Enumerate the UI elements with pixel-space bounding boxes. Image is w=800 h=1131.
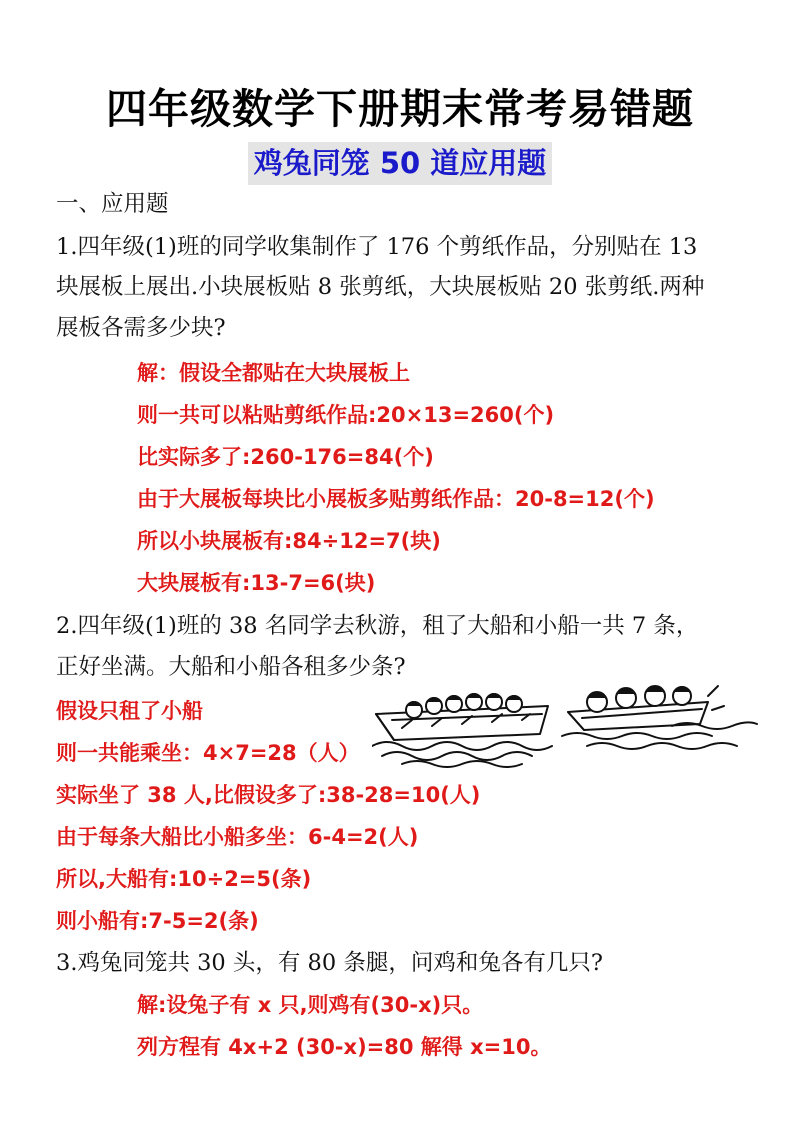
problem-1-answer-line-3: 比实际多了:260-176=84(个) <box>137 445 434 469</box>
problem-1-answer-line-2: 则一共可以粘贴剪纸作品:20×13=260(个) <box>137 403 555 427</box>
problem-3-question-line-1: 3.鸡兔同笼共 30 头，有 80 条腿，问鸡和兔各有几只? <box>56 950 603 976</box>
problem-1-question-line-2: 块展板上展出.小块展板贴 8 张剪纸，大块展板贴 20 张剪纸.两种 <box>56 274 705 300</box>
problem-2-answer-line-4: 由于每条大船比小船多坐：6-4=2(人) <box>56 825 419 849</box>
subtitle-wrap <box>0 142 800 185</box>
problem-2-answer-line-3: 实际坐了 38 人,比假设多了:38-28=10(人) <box>56 783 481 807</box>
page-subtitle: 鸡兔同笼 50 道应用题 <box>248 142 553 185</box>
problem-2-answer-line-5: 所以,大船有:10÷2=5(条) <box>56 867 312 891</box>
problem-1-answer-line-6: 大块展板有:13-7=6(块) <box>137 571 376 595</box>
problem-1-answer-line-4: 由于大展板每块比小展板多贴剪纸作品：20-8=12(个) <box>137 487 655 511</box>
problem-2-question-line-1: 2.四年级(1)班的 38 名同学去秋游，租了大船和小船一共 7 条， <box>56 613 699 639</box>
problem-3-answer-line-2: 列方程有 4x+2 (30-x)=80 解得 x=10。 <box>137 1035 552 1059</box>
problem-1-answer-line-5: 所以小块展板有:84÷12=7(块) <box>137 529 441 553</box>
page-title: 四年级数学下册期末常考易错题 <box>106 85 694 133</box>
problem-1-answer-line-1: 解：假设全都贴在大块展板上 <box>137 361 410 385</box>
problem-1-question-line-3: 展板各需多少块? <box>56 315 226 341</box>
problem-3-answer-line-1: 解:设兔子有 x 只,则鸡有(30-x)只。 <box>137 993 484 1017</box>
problem-2-answer-line-2: 则一共能乘坐：4×7=28（人） <box>56 741 360 765</box>
problem-2-answer-line-6: 则小船有:7-5=2(条) <box>56 909 259 933</box>
problem-1-question-line-1: 1.四年级(1)班的同学收集制作了 176 个剪纸作品，分别贴在 13 <box>56 234 698 260</box>
section-heading: 一、应用题 <box>56 191 169 217</box>
problem-2-answer-line-1: 假设只租了小船 <box>56 699 203 723</box>
boats-illustration <box>372 676 758 768</box>
problem-2-question-line-2: 正好坐满。大船和小船各租多少条? <box>56 654 406 680</box>
